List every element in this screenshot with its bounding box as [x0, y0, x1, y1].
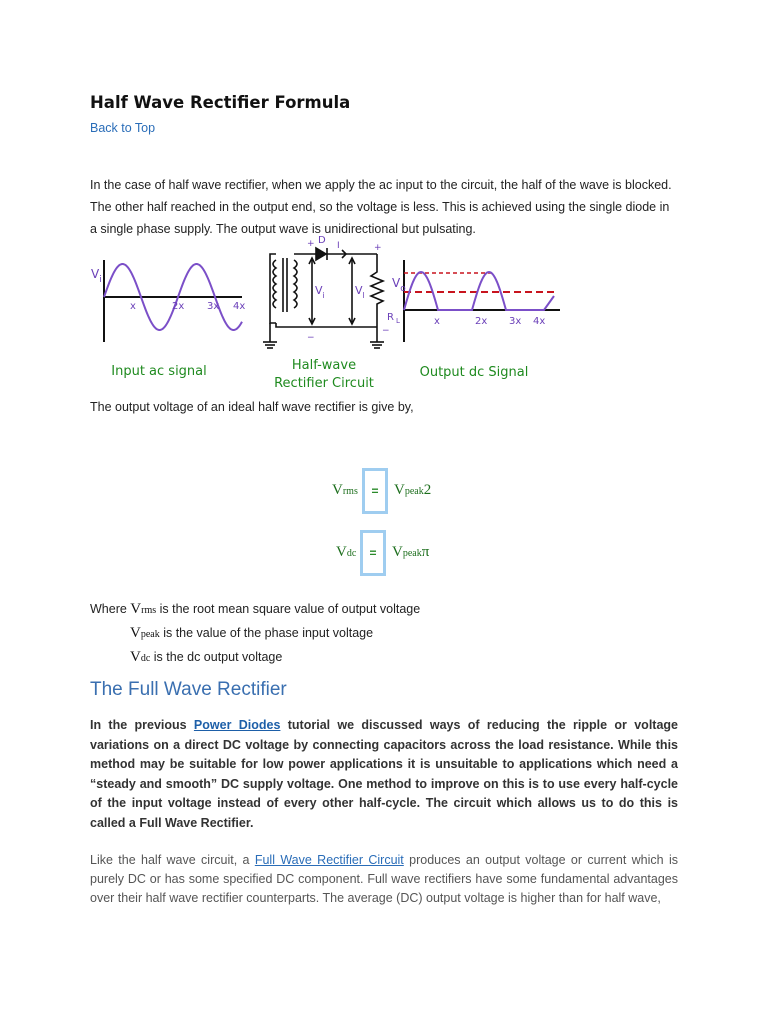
- circuit-caption-line-2: Rectifier Circuit: [274, 376, 374, 391]
- full-wave-paragraph-2: Like the half wave circuit, a Full Wave Rectifier Circuit produces an output voltage or current which is purely DC or has some specified DC component. Full wave rectifiers have some fundamental advantages over their half wave rectifier counterparts. The average (DC) output voltage is higher than for half wave,: [90, 853, 678, 905]
- output-voltage-intro: The output voltage of an ideal half wave rectifier is give by,: [90, 400, 414, 414]
- current-label: I: [337, 241, 340, 251]
- rl-label: R $_L$: [387, 312, 400, 325]
- section-heading: Half Wave Rectifier Formula: [90, 93, 351, 112]
- formula-vrms-equals: =: [362, 468, 388, 514]
- output-dc-signal-graph: [392, 260, 560, 342]
- diode-triangle: [316, 248, 326, 260]
- formula-vrms: [90, 468, 678, 518]
- input-ac-signal-graph: [91, 260, 245, 342]
- plus-right: +: [374, 243, 382, 253]
- tick-4x: 4x: [233, 301, 246, 312]
- tick-2x: 2x: [172, 301, 185, 312]
- tick-3x: 3x: [207, 301, 220, 312]
- primary-bottom: [276, 323, 294, 327]
- definition-vdc: Vdc is the dc output voltage: [130, 649, 283, 665]
- output-caption: Output dc Signal: [419, 365, 529, 380]
- formula-vdc: [90, 530, 678, 580]
- minus-right: −: [382, 326, 390, 336]
- formula-vrms-lhs: Vrms: [332, 482, 358, 498]
- definition-vpeak: Vpeak is the value of the phase input voltage: [130, 625, 374, 641]
- full-wave-rectifier-circuit-link[interactable]: Full Wave Rectifier Circuit: [254, 853, 404, 867]
- out-tick-x: x: [434, 316, 440, 327]
- formula-vdc-equals: =: [360, 530, 386, 576]
- vo-label: $V_o$: [392, 276, 406, 294]
- minus-left: −: [307, 333, 315, 343]
- primary-coil: [273, 260, 276, 308]
- load-resistor: [371, 254, 383, 327]
- diode-label: D: [318, 235, 326, 246]
- vi-label: $V_i$: [91, 267, 102, 285]
- back-to-top-link[interactable]: Back to Top: [90, 121, 156, 135]
- circuit-vi-label: $V_i$: [315, 284, 325, 300]
- input-caption: Input ac signal: [111, 364, 207, 379]
- circuit-caption-line-1: Half-wave: [291, 358, 357, 373]
- out-tick-3x: 3x: [509, 316, 522, 327]
- variable-definitions: [90, 598, 420, 670]
- full-wave-heading: The Full Wave Rectifier: [90, 679, 287, 700]
- circuit-caption: [258, 357, 390, 393]
- secondary-coil: [294, 260, 297, 308]
- tick-x: x: [130, 301, 136, 312]
- formula-vdc-rhs: Vpeakπ: [392, 544, 430, 560]
- plus-left: +: [307, 239, 315, 249]
- circuit-vl-label: $V_l$: [355, 284, 365, 300]
- formula-vdc-lhs: Vdc: [336, 544, 357, 560]
- full-wave-paragraph-1: In the previous Power Diodes tutorial we discussed ways of reducing the ripple or voltage variations on a direct DC voltage by connecting capacitors across the load resistance. While this method may be suitable for low power applications it is unsuitable to applications which need a “steady and smooth” DC supply voltage. One method to improve on this is to use every half-cycle of the input voltage instead of every other half-cycle. The circuit which allows us to do this is called a Full Wave Rectifier.: [90, 718, 678, 830]
- definition-vrms: Where Vrms is the root mean square value of output voltage: [90, 601, 421, 617]
- rectifier-figure: [90, 234, 678, 394]
- out-tick-2x: 2x: [475, 316, 488, 327]
- power-diodes-link[interactable]: Power Diodes: [193, 718, 281, 732]
- out-tick-4x: 4x: [533, 316, 546, 327]
- intro-paragraph: In the case of half wave rectifier, when we apply the ac input to the circuit, the half of the wave is blocked. The other half reached in the output end, so the voltage is less. This is achieved using the single diode in a single phase supply. The output wave is unidirectional but pulsating.: [90, 178, 672, 236]
- formula-vrms-rhs: Vpeak2: [394, 482, 432, 498]
